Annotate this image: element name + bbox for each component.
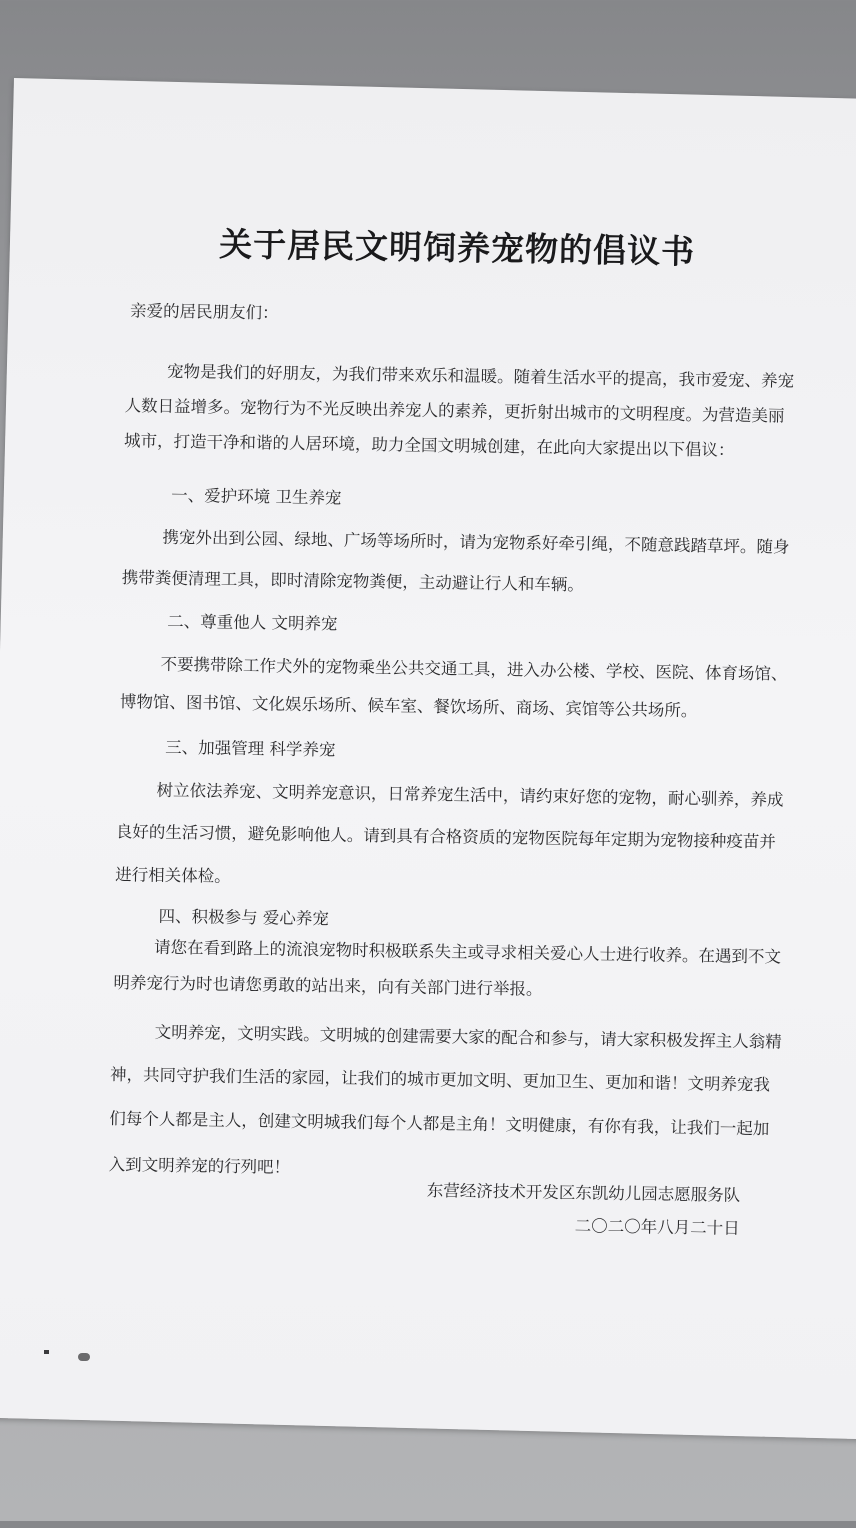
document-title: 关于居民文明饲养宠物的倡议书 (218, 224, 696, 272)
section-line: 携带粪便清理工具，即时清除宠物粪便，主动避让行人和车辆。 (121, 568, 584, 595)
closing-line: 们每个人都是主人，创建文明城我们每个人都是主角！文明健康，有你有我，让我们一起加 (109, 1109, 770, 1139)
paper-speck (78, 1353, 90, 1361)
section-heading: 三、加强管理 科学养宠 (165, 737, 336, 760)
intro-line: 城市，打造干净和谐的人居环境，助力全国文明城创建，在此向大家提出以下倡议： (123, 431, 735, 460)
section-heading: 二、尊重他人 文明养宠 (167, 611, 338, 634)
section-line: 携宠外出到公园、绿地、广场等场所时，请为宠物系好牵引绳，不随意践踏草坪。随身 (162, 527, 790, 557)
section-line: 请您在看到路上的流浪宠物时积极联系失主或寻求相关爱心人士进行收养。在遇到不文 (153, 937, 782, 967)
paper-speck (44, 1350, 49, 1354)
section-line: 进行相关体检。 (115, 865, 231, 886)
greeting: 亲爱的居民朋友们： (129, 301, 279, 323)
section-line: 不要携带除工作犬外的宠物乘坐公共交通工具，进入办公楼、学校、医院、体育场馆、 (160, 654, 788, 684)
section-heading: 四、积极参与 爱心养宠 (158, 906, 329, 929)
signature-date: 二〇二〇年八月二十日 (574, 1216, 740, 1238)
closing-line: 文明养宠，文明实践。文明城的创建需要大家的配合和参与，请大家积极发挥主人翁精 (154, 1022, 782, 1052)
closing-line: 入到文明养宠的行列吧！ (108, 1155, 291, 1177)
section-line: 良好的生活习惯，避免影响他人。请到具有合格资质的宠物医院每年定期为宠物接种疫苗并 (115, 822, 776, 852)
section-line: 明养宠行为时也请您勇敢的站出来，向有关部门进行举报。 (113, 973, 543, 999)
signature-organization: 东营经济技术开发区东凯幼儿园志愿服务队 (426, 1181, 741, 1205)
intro-line: 宠物是我们的好朋友，为我们带来欢乐和温暖。随着生活水平的提高，我市爱宠、养宠 (166, 361, 795, 391)
section-heading: 一、爱护环境 卫生养宠 (171, 485, 342, 508)
section-line: 博物馆、图书馆、文化娱乐场所、候车室、餐饮场所、商场、宾馆等公共场所。 (119, 692, 698, 721)
closing-line: 神，共同守护我们生活的家园，让我们的城市更加文明、更加卫生、更加和谐！文明养宠我 (109, 1065, 771, 1095)
intro-line: 人数日益增多。宠物行为不光反映出养宠人的素养，更折射出城市的文明程度。为营造美丽 (124, 396, 785, 426)
section-line: 树立依法养宠、文明养宠意识，日常养宠生活中，请约束好您的宠物，耐心驯养，养成 (156, 780, 784, 810)
